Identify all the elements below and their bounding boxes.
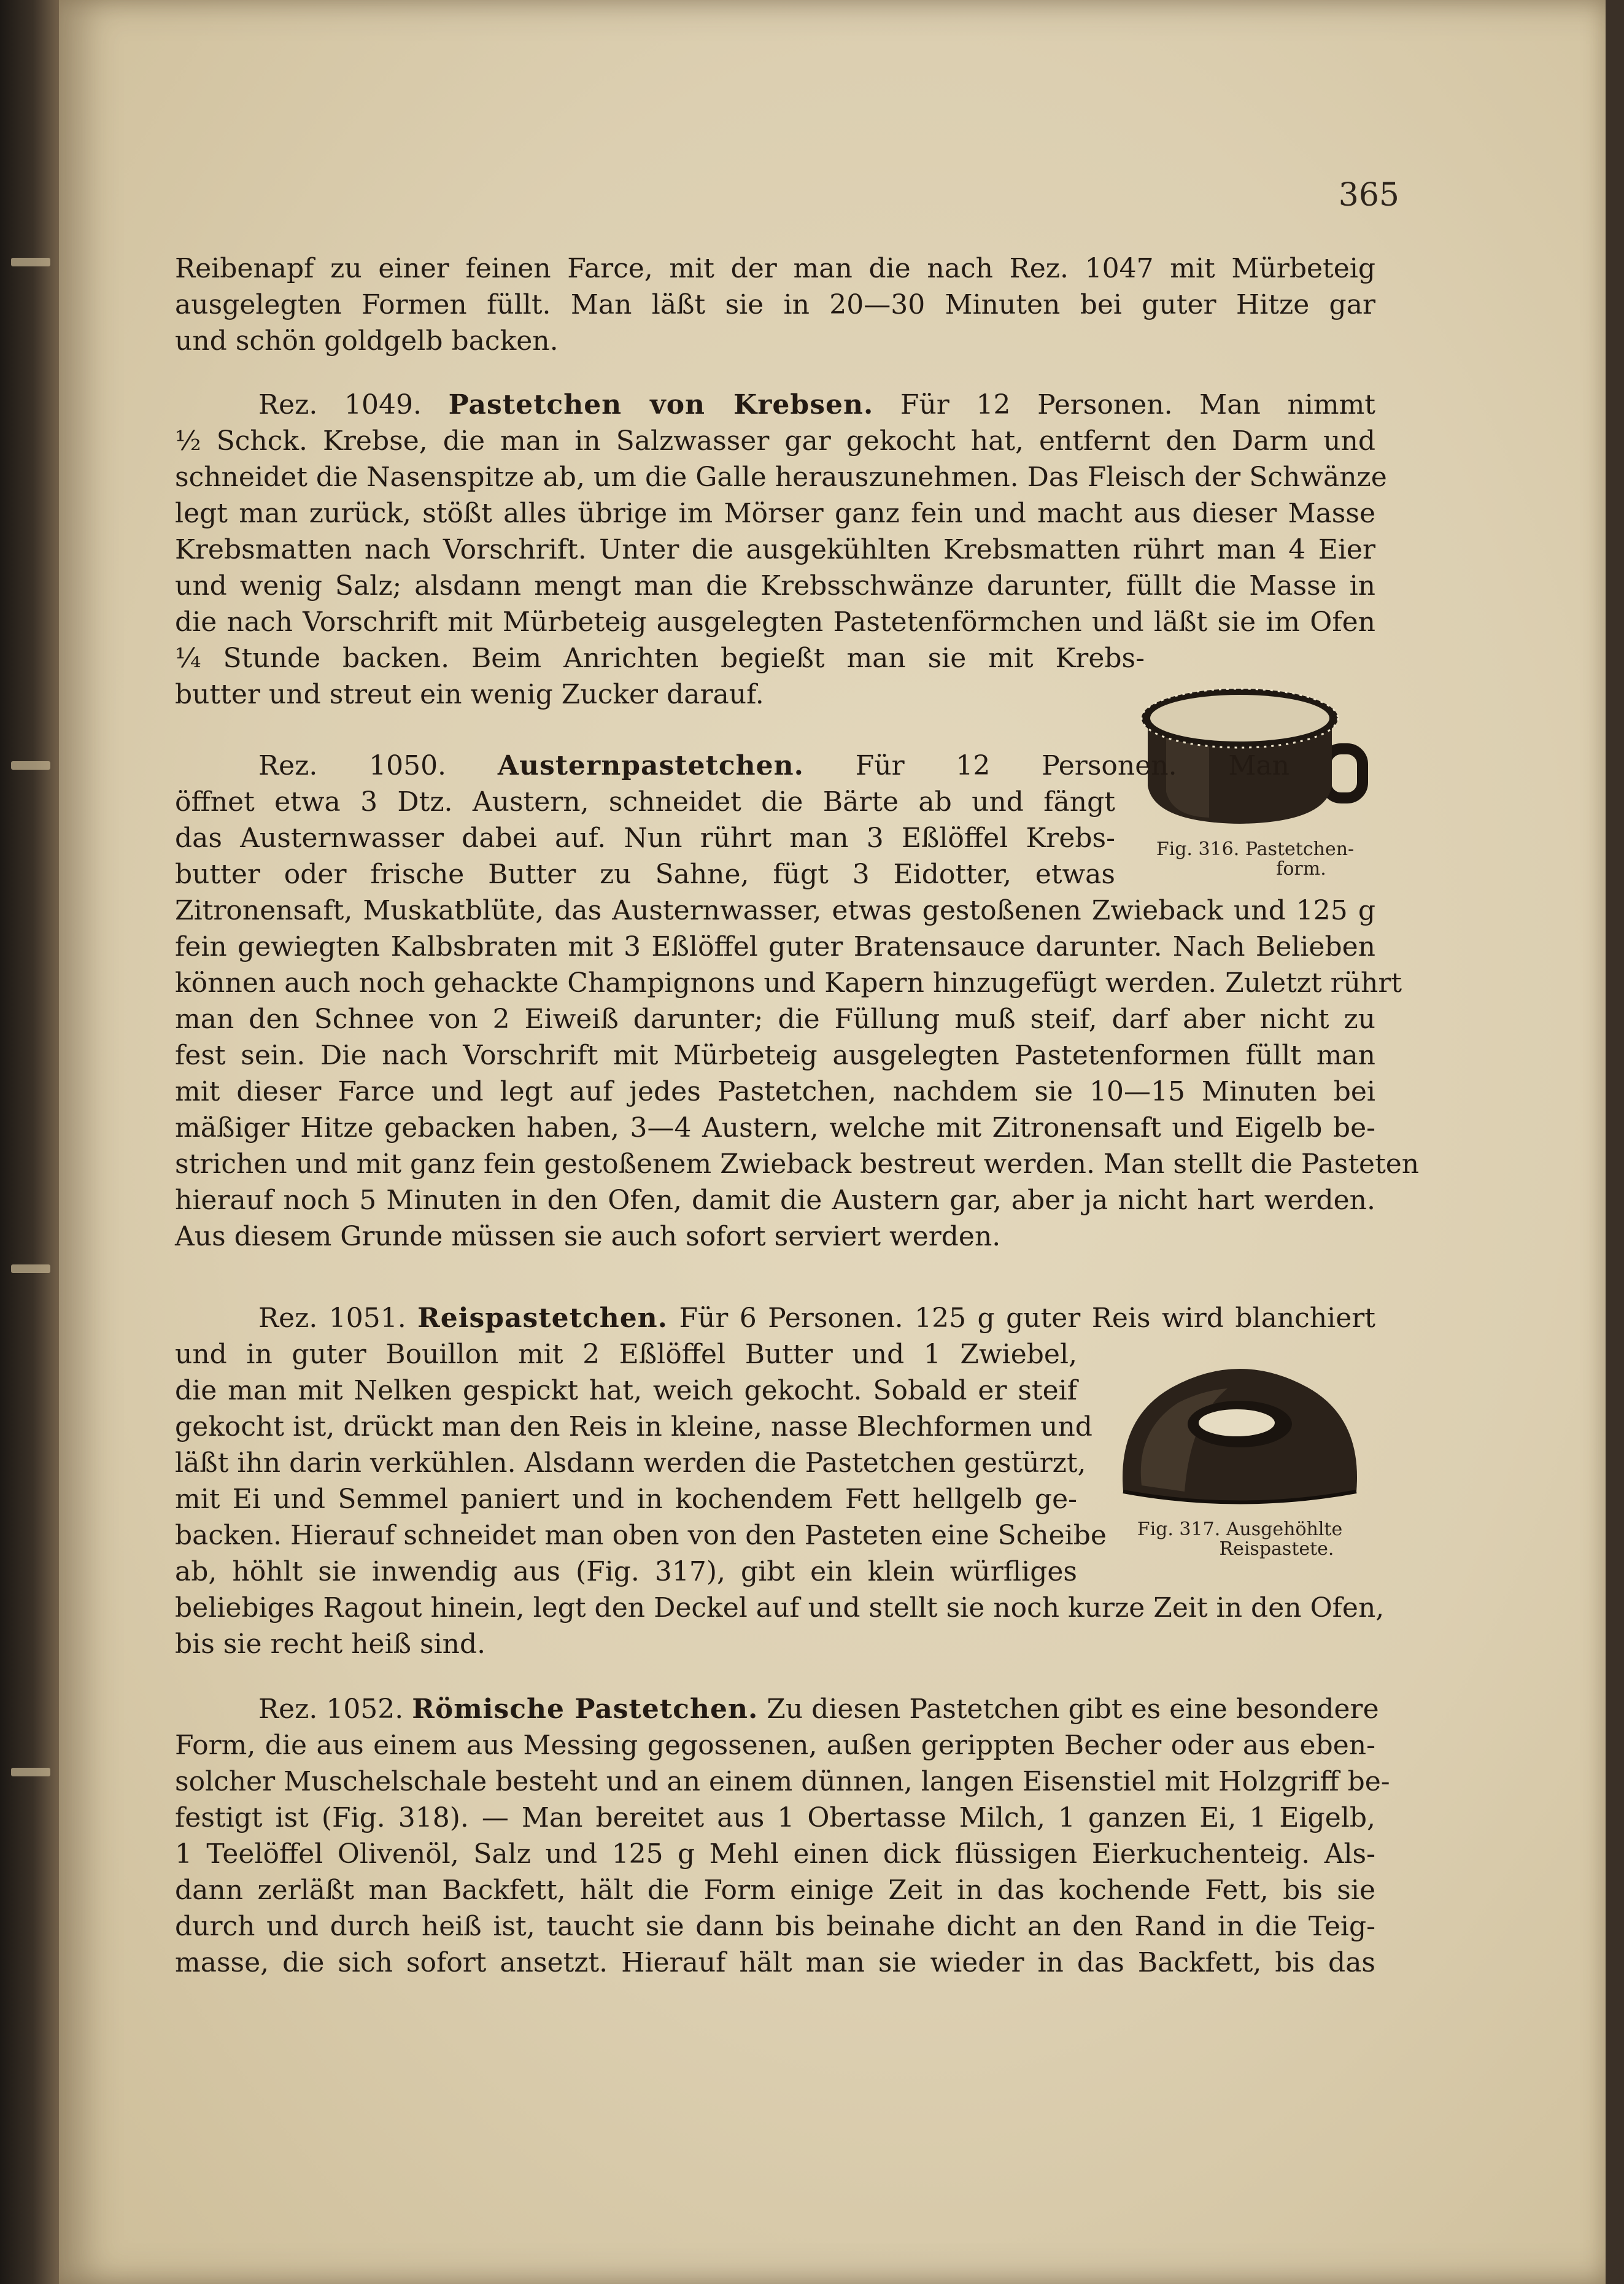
text-line: ½ Schck. Krebse, die man in Salzwasser gar gekocht hat, entfernt den Darm und xyxy=(175,425,1375,457)
text-line: gekocht ist, drückt man den Reis in kleine, nasse Blechformen und xyxy=(175,1411,1092,1442)
page-edge xyxy=(1606,0,1624,2284)
text-line: schneidet die Nasenspitze ab, um die Galle herauszunehmen. Das Fleisch der Schwänze xyxy=(175,462,1387,493)
recipe-number: Rez. 1052. xyxy=(258,1694,404,1725)
text-line: legt man zurück, stößt alles übrige im Mörser ganz fein und macht aus dieser Masse xyxy=(175,498,1375,529)
text-line: fest sein. Die nach Vorschrift mit Mürbeteig ausgelegten Pastetenformen füllt man xyxy=(175,1040,1375,1071)
text-line: bis sie recht heiß sind. xyxy=(175,1628,486,1660)
text-line: ausgelegten Formen füllt. Man läßt sie in 20—30 Minuten bei guter Hitze gar xyxy=(175,289,1375,320)
recipe-title: Reispastetchen. xyxy=(417,1303,668,1334)
caption-text: Pastetchen- xyxy=(1245,838,1355,860)
recipe-number: Rez. 1049. xyxy=(258,389,422,420)
figure-caption-317 xyxy=(1105,1520,1375,1559)
caption-text: Reispastete. xyxy=(1219,1538,1334,1560)
caption-text: Ausgehöhlte xyxy=(1226,1519,1343,1540)
recipe-heading-line xyxy=(175,748,1290,784)
text-line: Form, die aus einem aus Messing gegossenen, außen gerippten Becher oder aus eben- xyxy=(175,1730,1375,1761)
text-line: Zitronensaft, Muskatblüte, das Austernwasser, etwas gestoßenen Zwieback und 125 g xyxy=(175,895,1375,926)
text-line: und schön goldgelb backen. xyxy=(175,325,559,357)
text-line: öffnet etwa 3 Dtz. Austern, schneidet die Bärte ab und fängt xyxy=(175,786,1115,818)
text-line: hierauf noch 5 Minuten in den Ofen, damit die Austern gar, aber ja nicht hart werden. xyxy=(175,1185,1375,1216)
text-line: butter oder frische Butter zu Sahne, fügt 3 Eidotter, etwas xyxy=(175,859,1115,890)
recipe-heading-line xyxy=(175,1300,1375,1336)
caption-text: form. xyxy=(1276,858,1326,880)
text-line: die nach Vorschrift mit Mürbeteig ausgelegten Pastetenförmchen und läßt sie im Ofen xyxy=(175,606,1375,638)
recipe-number: Rez. 1051. xyxy=(258,1303,406,1334)
figure-label: Fig. 317. xyxy=(1137,1519,1221,1540)
text-line: Krebsmatten nach Vorschrift. Unter die ausgekühlten Krebsmatten rührt man 4 Eier xyxy=(175,534,1375,565)
text-line: das Austernwasser dabei auf. Nun rührt man 3 Eßlöffel Krebs- xyxy=(175,823,1115,854)
recipe-title: Austernpastetchen. xyxy=(497,750,804,781)
text-line: und in guter Bouillon mit 2 Eßlöffel Butter und 1 Zwiebel, xyxy=(175,1339,1077,1370)
figure-317-hollowed-rice-pastry xyxy=(1105,1344,1375,1516)
page-number: 365 xyxy=(1338,177,1399,214)
recipe-1050 xyxy=(175,748,1420,1255)
text-line: und wenig Salz; alsdann mengt man die Krebsschwänze darunter, füllt die Masse in xyxy=(175,570,1375,602)
text-line: können auch noch gehackte Champignons und Kapern hinzugefügt werden. Zuletzt rührt xyxy=(175,967,1402,999)
text-line: durch und durch heiß ist, taucht sie dann bis beinahe dicht an den Rand in die Teig- xyxy=(175,1911,1375,1942)
text-fragment: Für 12 Personen. Man nimmt xyxy=(900,389,1375,420)
text-line: man den Schnee von 2 Eiweiß darunter; die Füllung muß steif, darf aber nicht zu xyxy=(175,1004,1375,1035)
text-line: 1 Teelöffel Olivenöl, Salz und 125 g Mehl einen dick flüssigen Eierkuchenteig. Als- xyxy=(175,1838,1375,1870)
text-fragment: Zu diesen Pastetchen gibt es eine besondere xyxy=(767,1694,1379,1725)
text-fragment: Für 6 Personen. 125 g guter Reis wird blanchiert xyxy=(679,1303,1375,1334)
text-line: Aus diesem Grunde müssen sie auch sofort serviert werden. xyxy=(175,1221,1001,1252)
text-line: ab, höhlt sie inwendig aus (Fig. 317), gibt ein klein würfliges xyxy=(175,1556,1077,1587)
text-line: butter und streut ein wenig Zucker darauf. xyxy=(175,679,764,710)
text-line: die man mit Nelken gespickt hat, weich gekocht. Sobald er steif xyxy=(175,1375,1077,1406)
recipe-heading-line xyxy=(175,387,1375,423)
text-line: strichen und mit ganz fein gestoßenem Zwieback bestreut werden. Man stellt die Pasteten xyxy=(175,1148,1420,1180)
recipe-1049 xyxy=(175,387,1387,713)
recipe-number: Rez. 1050. xyxy=(258,750,447,781)
text-line: festigt ist (Fig. 318). — Man bereitet aus 1 Obertasse Milch, 1 ganzen Ei, 1 Eigelb, xyxy=(175,1802,1375,1833)
text-line: mit Ei und Semmel paniert und in kochendem Fett hellgelb ge- xyxy=(175,1484,1077,1515)
text-line: fein gewiegten Kalbsbraten mit 3 Eßlöffel guter Bratensauce darunter. Nach Belieben xyxy=(175,931,1375,962)
text-line: ¼ Stunde backen. Beim Anrichten begießt man sie mit Krebs- xyxy=(175,643,1145,674)
text-line: läßt ihn darin verkühlen. Alsdann werden die Pastetchen gestürzt, xyxy=(175,1447,1086,1479)
recipe-title: Pastetchen von Krebsen. xyxy=(448,389,874,420)
text-line: solcher Muschelschale besteht und an einem dünnen, langen Eisenstiel mit Holzgriff be- xyxy=(175,1766,1390,1797)
text-line: backen. Hierauf schneidet man oben von den Pasteten eine Scheibe xyxy=(175,1520,1107,1551)
text-line: Reibenapf zu einer feinen Farce, mit der man die nach Rez. 1047 mit Mürbeteig xyxy=(175,253,1375,284)
recipe-title: Römische Pastetchen. xyxy=(412,1694,759,1725)
recipe-1052 xyxy=(175,1691,1390,1981)
text-line: mäßiger Hitze gebacken haben, 3—4 Austern, welche mit Zitronensaft und Eigelb be- xyxy=(175,1112,1375,1144)
text-line: masse, die sich sofort ansetzt. Hierauf hält man sie wieder in das Backfett, bis das xyxy=(175,1947,1375,1978)
recipe-heading-line xyxy=(175,1691,1379,1727)
figure-label: Fig. 316. xyxy=(1156,838,1240,860)
text-line: dann zerläßt man Backfett, hält die Form einige Zeit in das kochende Fett, bis sie xyxy=(175,1875,1375,1906)
text-line: mit dieser Farce und legt auf jedes Pastetchen, nachdem sie 10—15 Minuten bei xyxy=(175,1076,1375,1107)
intro-paragraph xyxy=(175,250,1375,359)
text-line: beliebiges Ragout hinein, legt den Deckel auf und stellt sie noch kurze Zeit in den Ofen, xyxy=(175,1592,1385,1624)
text-fragment: Für 12 Personen. Man xyxy=(855,750,1290,781)
